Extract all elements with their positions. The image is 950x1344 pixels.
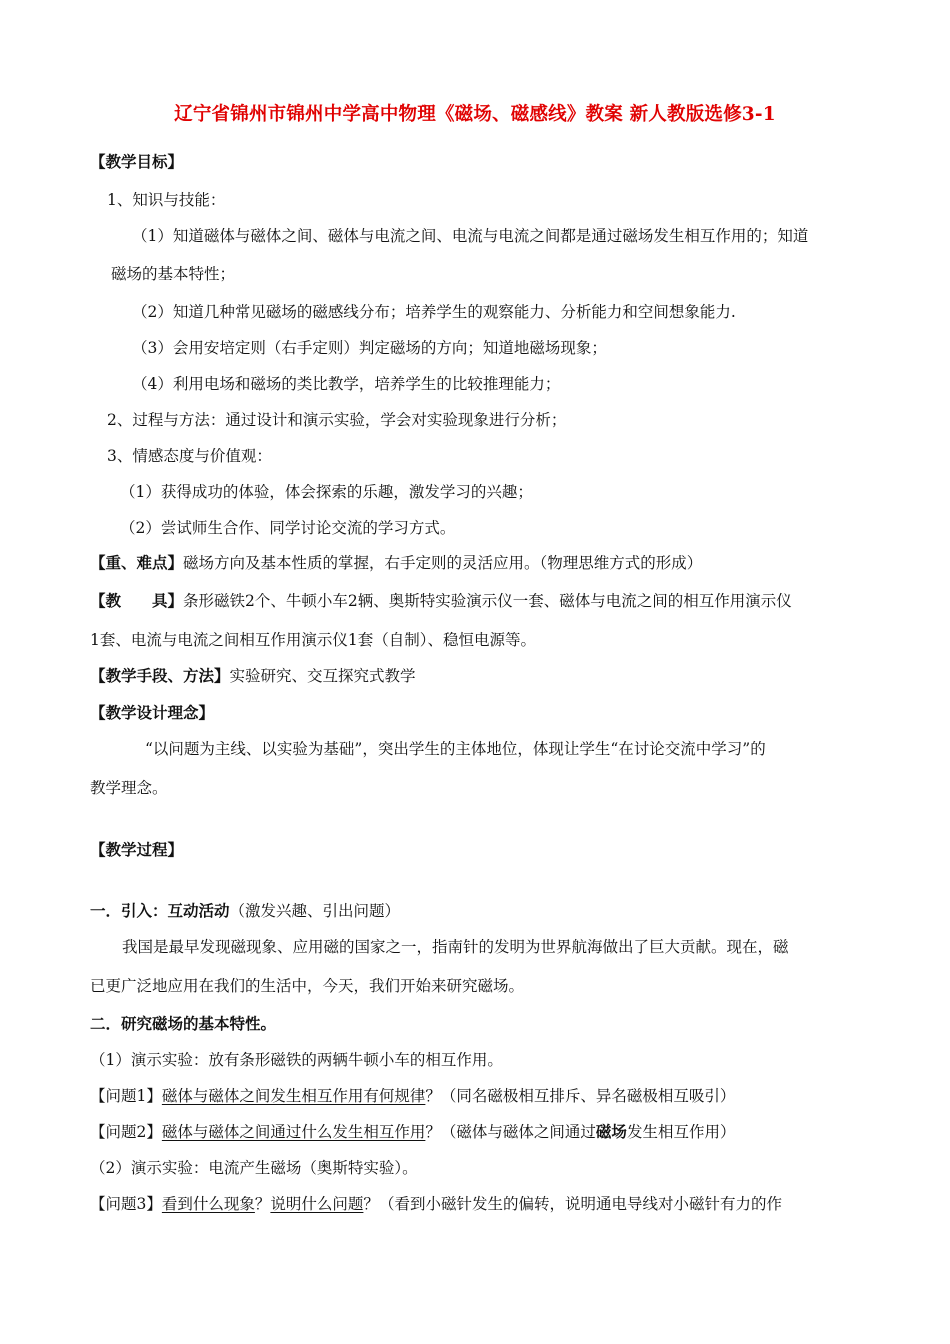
question-2-answer-a: （磁体与磁体之间通过	[440, 1123, 596, 1141]
question-1-mark: ？	[425, 1087, 441, 1105]
question-3-mark-b: ？	[363, 1195, 379, 1213]
keypoints-line	[90, 553, 702, 573]
question-1-label: 【问题1】	[90, 1087, 162, 1105]
design-heading: 【教学设计理念】	[90, 703, 215, 722]
question-1-answer: （同名磁极相互排斥、异名磁极相互吸引）	[440, 1087, 736, 1105]
question-2-label: 【问题2】	[90, 1123, 162, 1141]
intro-label: 一．引入：互动活动	[90, 901, 230, 920]
question-3-mark-a: ？	[254, 1195, 271, 1213]
intro-text-a: 我国是最早发现磁现象、应用磁的国家之一，指南针的发明为世界航海做出了巨大贡献。现在，磁	[122, 938, 789, 956]
methods-line	[90, 666, 416, 686]
intro-note: （激发兴趣、引出问题）	[229, 902, 401, 920]
question-3-label: 【问题3】	[90, 1195, 162, 1213]
goal-1-3: （3）会用安培定则（右手定则）判定磁场的方向；知道地磁场现象；	[132, 339, 607, 357]
goal-3: 3、情感态度与价值观：	[107, 447, 272, 465]
demo-1: （1）演示实验：放有条形磁铁的两辆牛顿小车的相互作用。	[90, 1051, 503, 1069]
question-1	[90, 1086, 735, 1106]
intro-text-b: 已更广泛地应用在我们的生活中，今天，我们开始来研究磁场。	[90, 977, 525, 995]
tools-line-b: 1套、电流与电流之间相互作用演示仪1套（自制）、稳恒电源等。	[90, 631, 536, 649]
question-3-text-b: 说明什么问题	[270, 1195, 364, 1213]
methods-text: 实验研究、交互探究式教学	[229, 667, 416, 685]
question-2-text: 磁体与磁体之间通过什么发生相互作用	[161, 1123, 426, 1141]
question-3-text-a: 看到什么现象	[161, 1195, 255, 1213]
keypoints-label: 【重、难点】	[90, 553, 184, 572]
question-2-answer-bold: 磁场	[595, 1122, 627, 1141]
goal-1-1-line-a: （1）知道磁体与磁体之间、磁体与电流之间、电流与电流之间都是通过磁场发生相互作用的；知道	[132, 227, 809, 245]
goal-1-4: （4）利用电场和磁场的类比教学，培养学生的比较推理能力；	[132, 375, 561, 393]
tools-label: 【教 具】	[90, 591, 184, 610]
design-text-b: 教学理念。	[90, 779, 168, 797]
question-2-mark: ？	[425, 1123, 441, 1141]
question-1-text: 磁体与磁体之间发生相互作用有何规律	[161, 1087, 426, 1105]
design-text-a: “以问题为主线、以实验为基础”，突出学生的主体地位，体现让学生“在讨论交流中学习”的	[145, 740, 766, 758]
process-heading: 【教学过程】	[90, 840, 184, 859]
tools-text-a: 条形磁铁2个、牛顿小车2辆、奥斯特实验演示仪一套、磁体与电流之间的相互作用演示仪	[183, 592, 792, 610]
goal-1-1-line-b: 磁场的基本特性；	[111, 265, 236, 283]
document-title: 辽宁省锦州市锦州中学高中物理《磁场、磁感线》教案 新人教版选修3-1	[174, 104, 776, 125]
question-2-answer-b: 发生相互作用）	[626, 1123, 736, 1141]
goal-2: 2、过程与方法：通过设计和演示实验，学会对实验现象进行分析；	[107, 411, 567, 429]
goal-1: 1、知识与技能：	[107, 191, 226, 209]
goal-3-1: （1）获得成功的体验，体会探索的乐趣，激发学习的兴趣；	[120, 483, 533, 501]
intro-heading	[90, 901, 400, 921]
keypoints-text: 磁场方向及基本性质的掌握，右手定则的灵活应用。（物理思维方式的形成）	[183, 554, 703, 572]
goal-1-2: （2）知道几种常见磁场的磁感线分布；培养学生的观察能力、分析能力和空间想象能力.	[132, 303, 736, 321]
methods-label: 【教学手段、方法】	[90, 666, 230, 685]
question-2	[90, 1122, 735, 1142]
goal-3-2: （2）尝试师生合作、同学讨论交流的学习方式。	[120, 519, 456, 537]
question-3	[90, 1194, 782, 1214]
question-3-answer: （看到小磁针发生的偏转，说明通电导线对小磁针有力的作	[378, 1195, 782, 1213]
tools-line-a	[90, 591, 792, 611]
section-2-heading: 二．研究磁场的基本特性。	[90, 1014, 277, 1033]
demo-2: （2）演示实验：电流产生磁场（奥斯特实验）。	[90, 1159, 418, 1177]
goals-heading: 【教学目标】	[90, 152, 184, 171]
